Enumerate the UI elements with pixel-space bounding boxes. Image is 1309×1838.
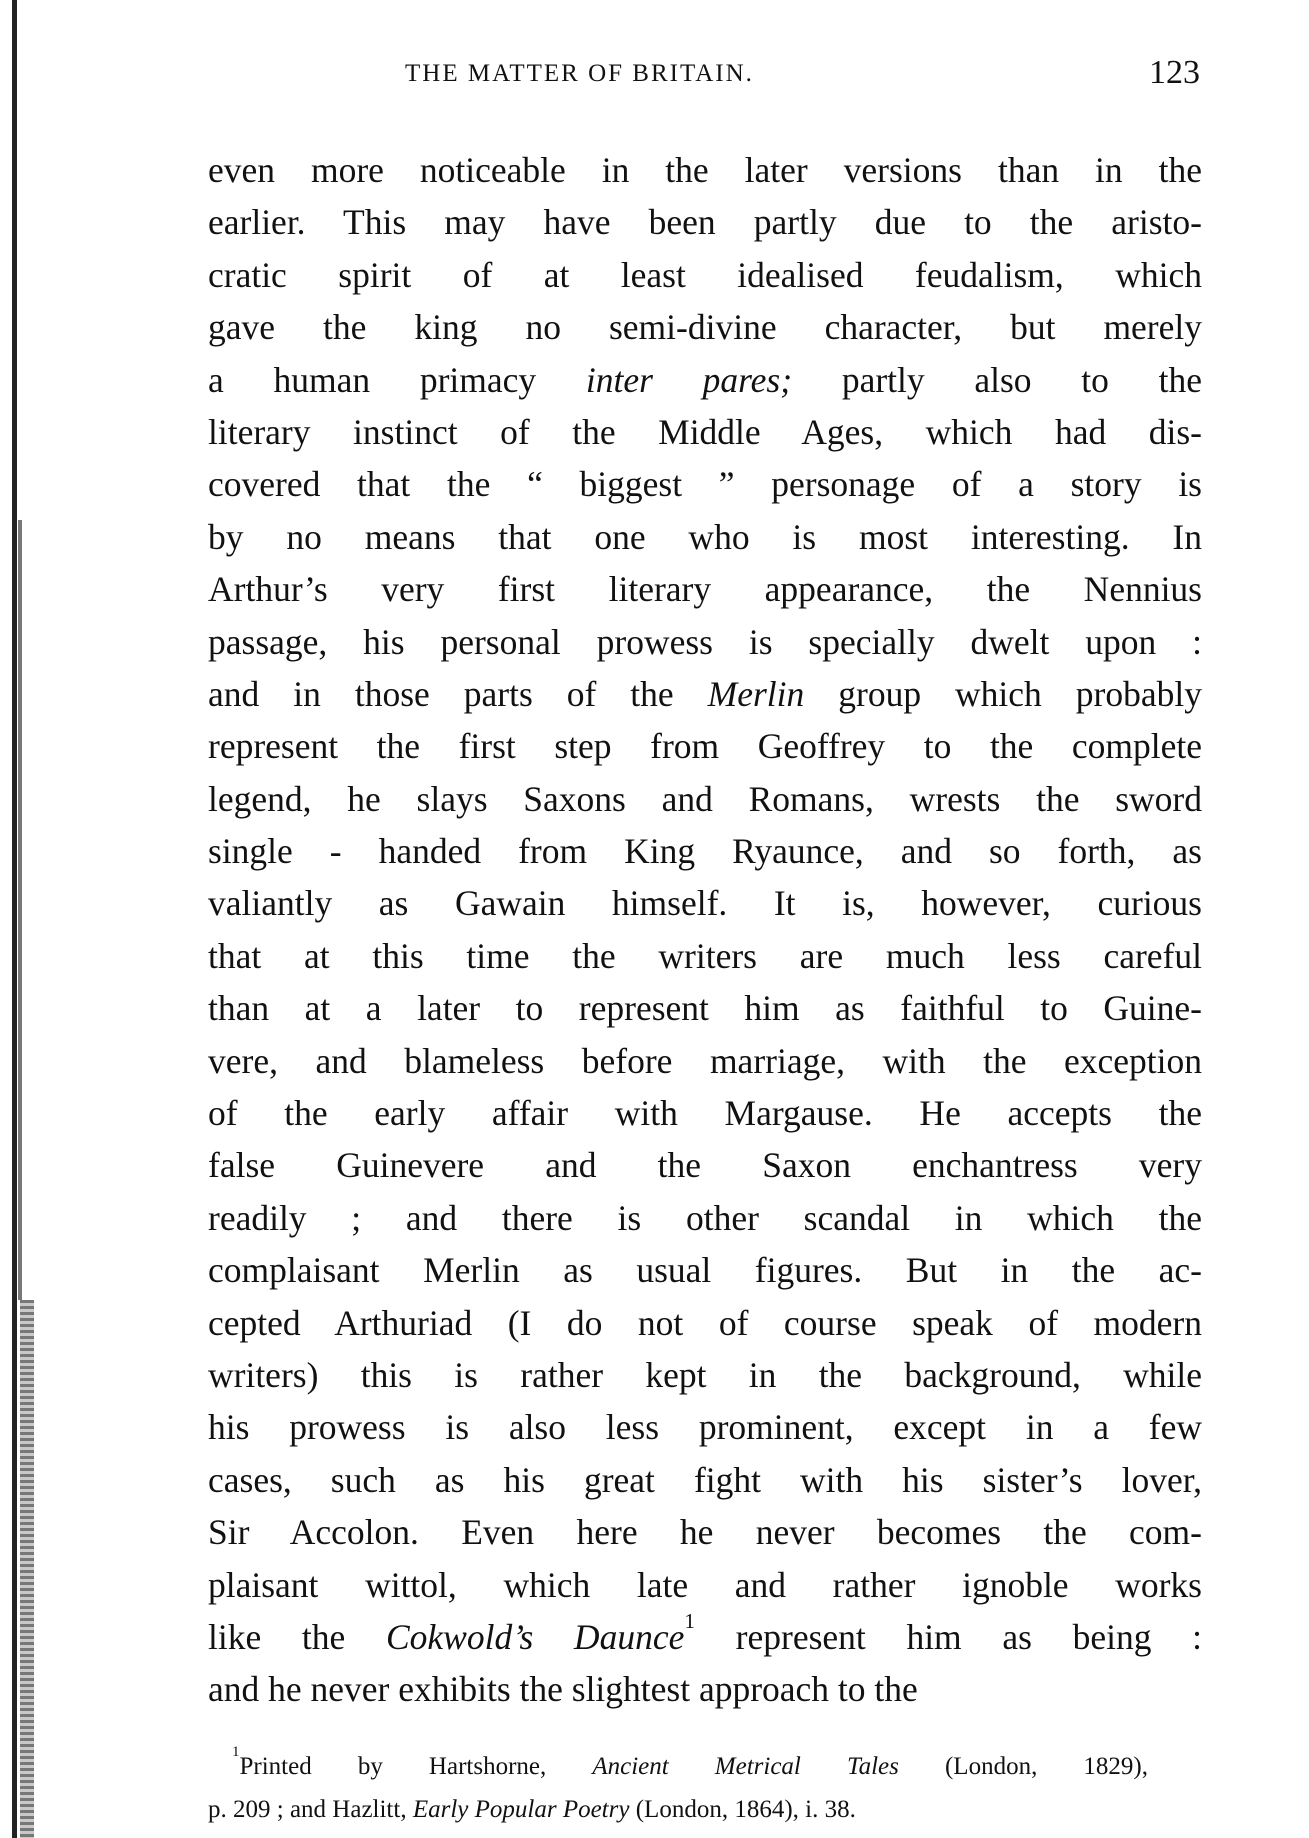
text-segment: his prowess is also less prominent, except in a few xyxy=(208,1407,1202,1448)
text-segment: vere, and blameless before marriage, with the exception xyxy=(208,1040,1202,1081)
text-segment: even more noticeable in the later versions than in the xyxy=(208,150,1202,190)
text-line xyxy=(208,1559,1202,1611)
text-line xyxy=(208,825,1202,877)
footnotes xyxy=(208,1745,1148,1831)
page-edge-shadow xyxy=(20,1300,34,1838)
page-edge-shadow xyxy=(12,0,17,1838)
footnote-line xyxy=(208,1788,1148,1831)
text-line xyxy=(208,196,1202,248)
text-line xyxy=(208,458,1202,510)
page-edge-shadow xyxy=(18,520,22,1300)
text-line xyxy=(208,1506,1202,1558)
text-segment: plaisant wittol, which late and rather ignoble works xyxy=(208,1564,1202,1605)
footnote-line xyxy=(208,1745,1148,1788)
text-segment: group which probably xyxy=(804,673,1202,714)
running-title: THE MATTER OF BRITAIN. xyxy=(405,60,754,87)
text-segment: literary instinct of the Middle Ages, which had dis- xyxy=(208,411,1202,452)
text-segment: by no means that one who is most interesting. In xyxy=(208,516,1202,557)
text-line xyxy=(208,1663,1202,1715)
italic-title: Cokwold’s Daunce xyxy=(385,1616,685,1657)
text-line xyxy=(208,1139,1202,1191)
text-line xyxy=(208,1035,1202,1087)
text-segment: false Guinevere and the Saxon enchantress very xyxy=(208,1145,1202,1186)
text-segment: earlier. This may have been partly due to the aristo- xyxy=(208,202,1202,243)
text-line xyxy=(208,982,1202,1034)
text-line xyxy=(208,1192,1202,1244)
text-line xyxy=(208,1087,1202,1139)
page-number: 123 xyxy=(1149,54,1200,91)
text-line xyxy=(208,511,1202,563)
text-segment: readily ; and there is other scandal in which the xyxy=(208,1197,1202,1238)
body-text xyxy=(208,144,1202,1716)
text-segment: p. 209 ; and Hazlitt, xyxy=(208,1796,413,1823)
text-line xyxy=(208,668,1202,720)
text-line xyxy=(208,877,1202,929)
text-segment: cratic spirit of at least idealised feudalism, which xyxy=(208,254,1202,295)
text-line xyxy=(208,930,1202,982)
page-header xyxy=(208,54,1200,100)
text-line xyxy=(208,1244,1202,1296)
text-segment: and in those parts of the xyxy=(208,673,708,714)
italic-title: inter pares; xyxy=(585,359,793,400)
text-segment: than at a later to represent him as faithful to Guine- xyxy=(208,988,1202,1029)
text-line xyxy=(208,616,1202,668)
text-segment: Arthur’s very first literary appearance, the Nennius xyxy=(208,569,1202,610)
footnote-marker: 1 xyxy=(684,1610,695,1633)
text-segment: gave the king no semi-divine character, but merely xyxy=(208,307,1202,348)
text-segment: passage, his personal prowess is specially dwelt upon : xyxy=(208,621,1202,662)
text-line xyxy=(208,1401,1202,1453)
text-line xyxy=(208,249,1202,301)
italic-title: Ancient Metrical Tales xyxy=(592,1753,899,1780)
text-line xyxy=(208,1349,1202,1401)
text-segment: represent him as being : xyxy=(695,1616,1202,1657)
text-line xyxy=(208,1454,1202,1506)
text-segment: cepted Arthuriad (I do not of course speak of modern xyxy=(208,1302,1202,1343)
text-segment: (London, 1829), xyxy=(898,1753,1148,1780)
text-segment: a human primacy xyxy=(208,359,586,400)
text-segment: Sir Accolon. Even here he never becomes the com- xyxy=(208,1512,1202,1553)
text-segment: complaisant Merlin as usual figures. But in the ac- xyxy=(208,1250,1202,1291)
text-segment: cases, such as his great fight with his sister’s lover, xyxy=(208,1459,1202,1500)
text-segment: that at this time the writers are much less careful xyxy=(208,935,1202,976)
text-line xyxy=(208,720,1202,772)
text-segment: and he never exhibits the slightest approach to the xyxy=(208,1669,918,1710)
text-segment: Printed by Hartshorne, xyxy=(239,1753,593,1780)
text-segment: represent the first step from Geoffrey to the complete xyxy=(208,726,1202,767)
text-line xyxy=(208,354,1202,406)
text-segment: covered that the “ biggest ” personage of a story is xyxy=(208,464,1202,505)
text-line xyxy=(208,773,1202,825)
text-segment: like the xyxy=(208,1616,386,1657)
footnote-marker: 1 xyxy=(232,1744,240,1760)
text-segment: partly also to the xyxy=(792,359,1202,400)
text-line xyxy=(208,563,1202,615)
italic-title: Early Popular Poetry xyxy=(412,1796,630,1823)
text-segment: (London, 1864), i. 38. xyxy=(629,1796,856,1823)
text-segment: legend, he slays Saxons and Romans, wrests the sword xyxy=(208,778,1202,819)
text-segment: writers) this is rather kept in the background, while xyxy=(208,1354,1202,1395)
italic-title: Merlin xyxy=(707,673,805,714)
text-segment: of the early affair with Margause. He accepts the xyxy=(208,1093,1202,1134)
text-line xyxy=(208,406,1202,458)
text-line xyxy=(208,144,1202,196)
text-segment: single - handed from King Ryaunce, and so forth, as xyxy=(208,831,1202,872)
text-line xyxy=(208,1297,1202,1349)
text-segment: valiantly as Gawain himself. It is, however, curious xyxy=(208,883,1202,924)
text-line xyxy=(208,301,1202,353)
text-line xyxy=(208,1611,1202,1663)
